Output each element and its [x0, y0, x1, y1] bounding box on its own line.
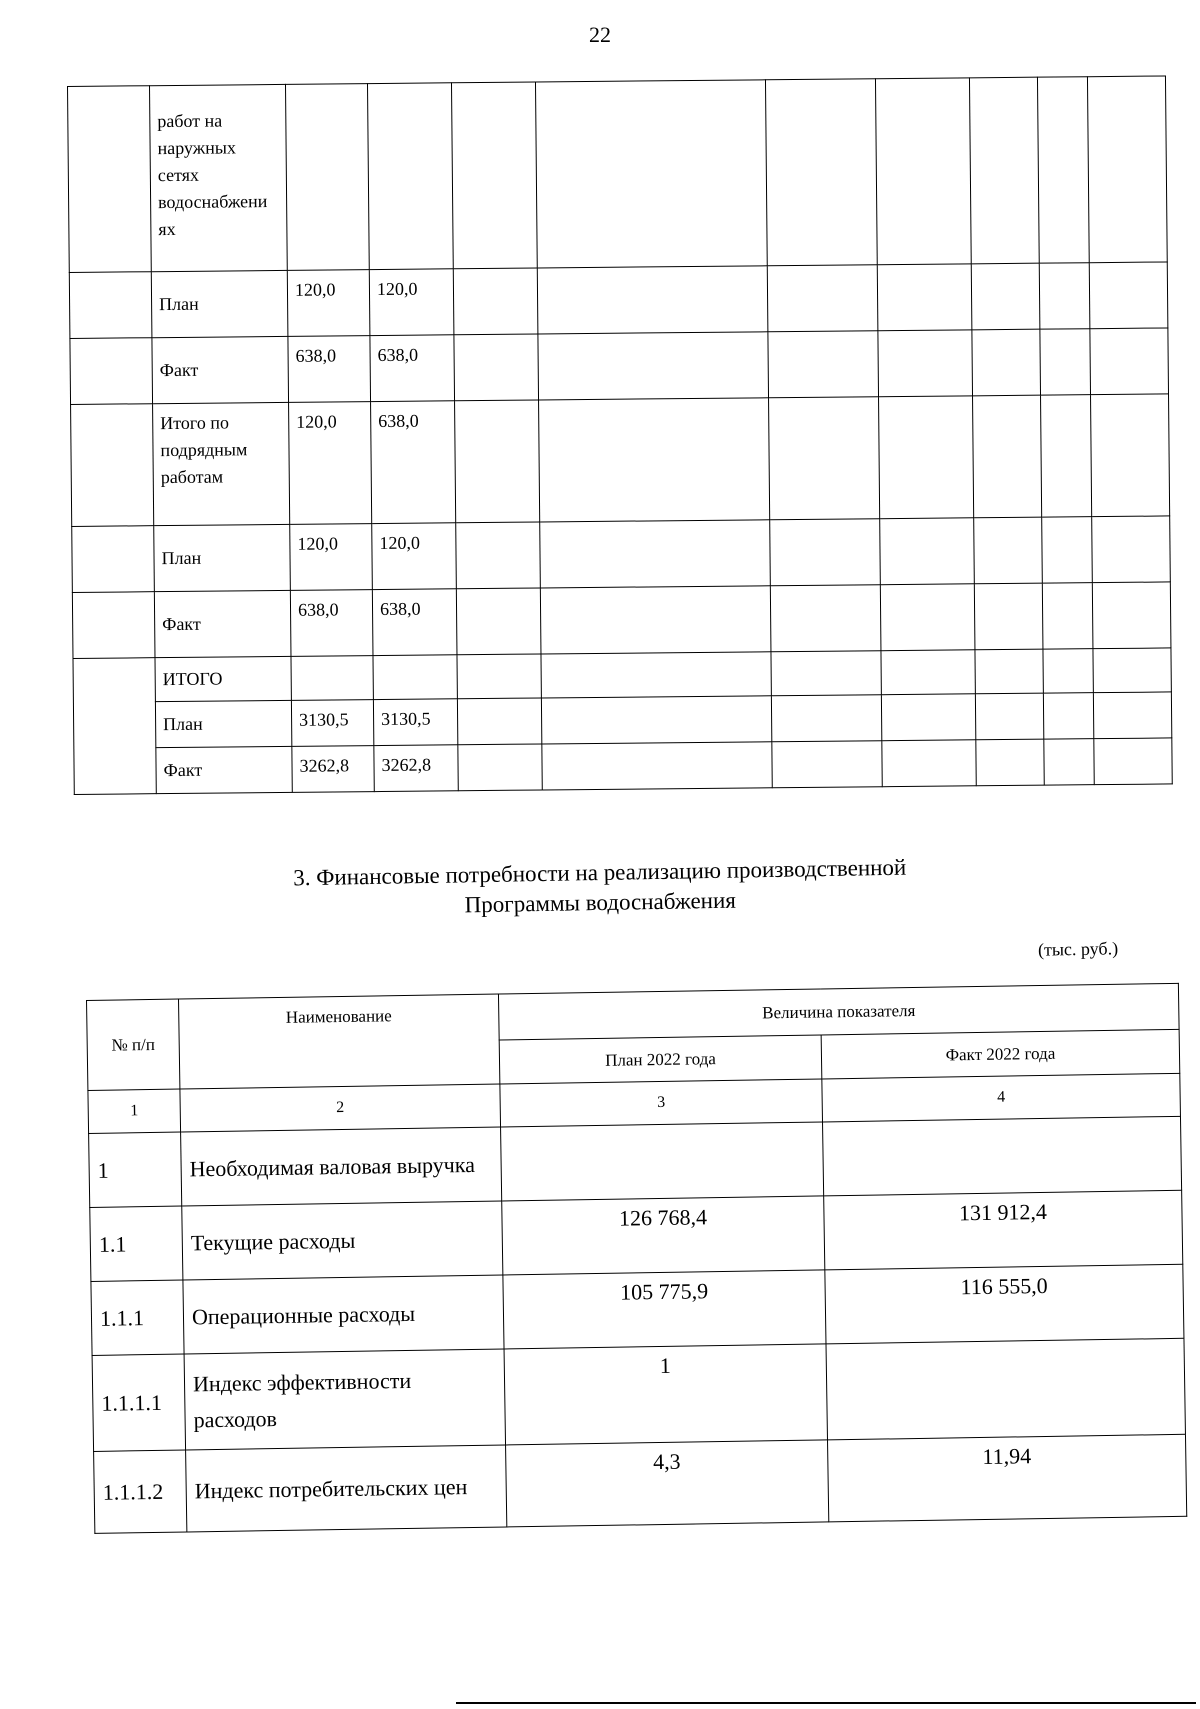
- col-number: 3: [500, 1079, 823, 1127]
- cell-value: 120,0: [369, 269, 454, 336]
- units-label: (тыс. руб.): [1037, 938, 1119, 960]
- bottom-rule: [456, 1702, 1196, 1704]
- cell-value: 3262,8: [292, 746, 374, 793]
- row-num: 1.1.1.1: [92, 1354, 185, 1451]
- row-name: Операционные расходы: [183, 1275, 504, 1354]
- row-plan: 1: [504, 1344, 827, 1445]
- row-num: 1.1.1.2: [94, 1450, 187, 1533]
- financial-needs-table: [86, 983, 1187, 1534]
- row-plan: 4,3: [506, 1440, 829, 1527]
- row-fact: 11,94: [828, 1434, 1187, 1522]
- row-fact: [823, 1116, 1182, 1196]
- table-row: [69, 262, 1168, 339]
- table-row: [92, 1338, 1185, 1451]
- row-label: Итого по подрядным работам: [153, 402, 290, 525]
- col-number: 1: [88, 1089, 181, 1133]
- row-name: Индекс эффективности расходов: [184, 1349, 505, 1450]
- cell-value: 120,0: [372, 523, 457, 590]
- cell-value: 3262,8: [374, 745, 458, 792]
- header-value-group: Величина показателя: [498, 983, 1179, 1040]
- cell-value: 638,0: [290, 590, 373, 657]
- row-fact: 116 555,0: [825, 1264, 1184, 1344]
- row-label: План: [151, 270, 288, 337]
- row-fact: 131 912,4: [824, 1190, 1183, 1270]
- row-label: Факт: [152, 336, 289, 403]
- row-label: работ на наружных сетях водоснабжени ях: [150, 84, 288, 271]
- cell-value: 638,0: [371, 401, 456, 524]
- row-plan: 105 775,9: [503, 1270, 826, 1349]
- header-fact: Факт 2022 года: [821, 1029, 1180, 1079]
- col-number: 4: [822, 1073, 1181, 1122]
- cell-value: [291, 656, 373, 701]
- row-num: 1: [89, 1132, 182, 1207]
- table-row: [70, 328, 1169, 405]
- cell-value: [373, 655, 457, 700]
- row-label: Факт: [154, 590, 291, 657]
- cell-value: 638,0: [370, 335, 455, 402]
- header-plan: План 2022 года: [499, 1035, 822, 1084]
- cell-value: 638,0: [372, 589, 457, 656]
- section-title-line-1: 3. Финансовые потребности на реализацию производственной: [293, 854, 907, 891]
- cell-value: 3130,5: [373, 699, 457, 746]
- row-name: Текущие расходы: [182, 1201, 503, 1280]
- cell-value: 120,0: [290, 524, 373, 591]
- header-name: Наименование: [178, 994, 499, 1089]
- cell-value: 120,0: [287, 270, 370, 337]
- row-plan: [501, 1122, 824, 1201]
- cell-value: 3130,5: [291, 700, 373, 747]
- row-label: Факт: [156, 746, 292, 793]
- row-label: План: [155, 700, 291, 747]
- col-number: 2: [180, 1084, 501, 1132]
- table-row: [71, 394, 1170, 527]
- table-row: [72, 582, 1171, 659]
- row-num: 1.1: [90, 1206, 183, 1281]
- row-fact: [826, 1338, 1185, 1440]
- row-name: Необходимая валовая выручка: [181, 1127, 502, 1206]
- page-number: 22: [589, 22, 611, 47]
- section-title: [0, 848, 1200, 929]
- cell-value: [285, 84, 369, 271]
- row-label: План: [154, 524, 291, 591]
- header-num: № п/п: [87, 999, 180, 1090]
- cell-value: 638,0: [288, 336, 371, 403]
- cell-value: 120,0: [289, 402, 372, 525]
- table-row: [74, 738, 1172, 795]
- section-title-line-2: Программы водоснабжения: [464, 887, 737, 918]
- row-num: 1.1.1: [91, 1280, 184, 1355]
- row-plan: 126 768,4: [502, 1196, 825, 1275]
- table-row: [94, 1434, 1187, 1533]
- continuation-table: [67, 75, 1173, 795]
- row-label: ИТОГО: [155, 656, 291, 701]
- table-row: [72, 516, 1171, 593]
- table-row: [68, 76, 1168, 273]
- cell-value: [367, 83, 453, 270]
- row-name: Индекс потребительских цен: [186, 1445, 507, 1532]
